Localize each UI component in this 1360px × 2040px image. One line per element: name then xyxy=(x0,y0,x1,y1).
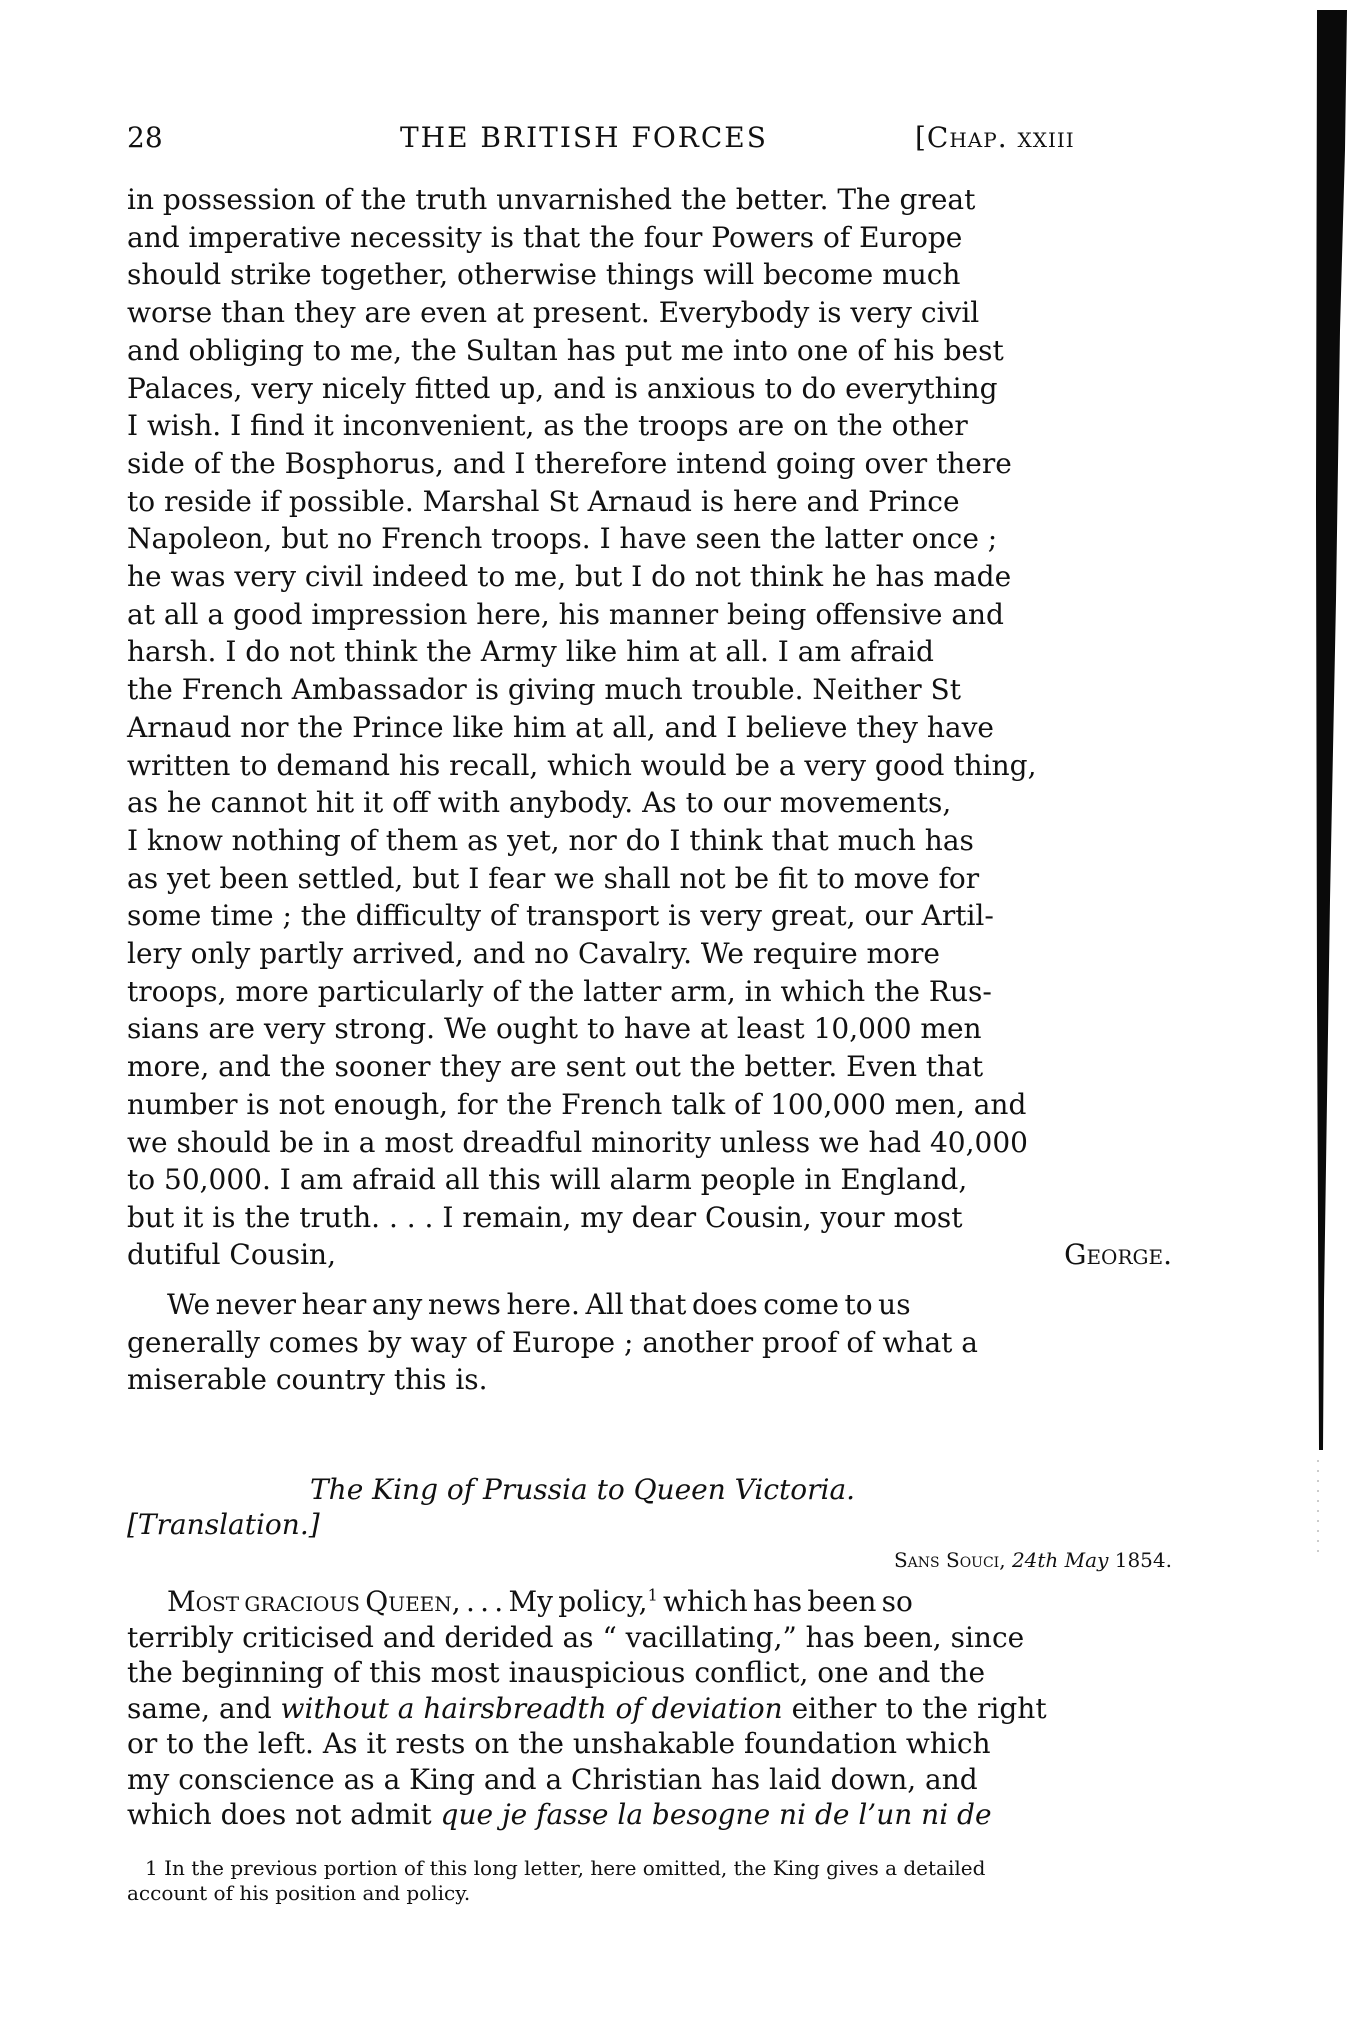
text-line xyxy=(127,1123,1172,1163)
page-number: 28 xyxy=(127,121,163,154)
text-line xyxy=(127,1198,1172,1238)
scan-edge-shadow xyxy=(1300,0,1360,1560)
text-line xyxy=(127,1047,1172,1087)
text-line xyxy=(127,444,1172,484)
text-line xyxy=(127,519,1172,559)
text-segment: I know nothing of them as yet, nor do I think that much has xyxy=(127,823,974,857)
text-line xyxy=(127,1582,1212,1622)
chapter-label: [Chap. xxiii xyxy=(915,121,1075,154)
text-segment: which has been so xyxy=(657,1585,913,1618)
text-segment: some time ; the difficulty of transport is very great, our Artil- xyxy=(127,899,994,933)
text-segment: to reside if possible. Marshal St Arnaud is here and Prince xyxy=(127,484,960,518)
text-segment: more, and the sooner they are sent out the better. Even that xyxy=(127,1050,984,1084)
text-segment: Arnaud nor the Prince like him at all, and I believe they have xyxy=(127,710,994,744)
running-title: THE BRITISH FORCES xyxy=(400,121,768,154)
text-line xyxy=(127,746,1172,786)
text-segment: which does not admit xyxy=(127,1798,441,1831)
text-segment: harsh. I do not think the Army like him at all. I am afraid xyxy=(127,635,934,669)
text-segment: as yet been settled, but I fear we shall not be fit to move for xyxy=(127,861,980,895)
footnote-reference: 1 xyxy=(647,1585,658,1605)
text-line xyxy=(127,1285,1212,1325)
text-segment: written to demand his recall, which would be a very good thing, xyxy=(127,748,1037,782)
footnote-marker: 1 xyxy=(145,1856,158,1880)
text-line xyxy=(127,708,1172,748)
letter-heading: The King of Prussia to Queen Victoria. xyxy=(310,1473,856,1506)
text-segment: or to the left. As it rests on the unshakable foundation which xyxy=(127,1727,991,1760)
closing: dutiful Cousin, xyxy=(127,1238,336,1271)
text-line xyxy=(127,1085,1172,1125)
place: Sans Souci, xyxy=(893,1548,1006,1572)
footnote-line: account of his position and policy. xyxy=(127,1881,471,1905)
text-line xyxy=(127,1795,1172,1835)
text-line xyxy=(127,783,1172,823)
text-line xyxy=(127,1689,1172,1729)
small-caps-text: Most gracious Queen, xyxy=(167,1585,461,1618)
text-segment: and imperative necessity is that the four Powers of Europe xyxy=(127,220,963,254)
text-line xyxy=(127,1360,1172,1400)
signature: George. xyxy=(1064,1238,1172,1271)
text-segment: We never hear any news here. All that does come to us xyxy=(167,1288,911,1321)
text-segment: troops, more particularly of the latter arm, in which the Rus- xyxy=(127,974,992,1008)
text-line xyxy=(127,934,1172,974)
text-line xyxy=(127,896,1172,936)
text-line xyxy=(127,1009,1172,1049)
text-segment: as he cannot hit it off with anybody. As to our movements, xyxy=(127,786,952,820)
footnote-text: In the previous portion of this long letter, here omitted, the King gives a detailed xyxy=(164,1856,986,1880)
text-segment: number is not enough, for the French talk of 100,000 men, and xyxy=(127,1087,1027,1121)
text-line xyxy=(127,293,1172,333)
text-segment: the French Ambassador is giving much trouble. Neither St xyxy=(127,673,961,707)
text-segment: we should be in a most dreadful minority unless we had 40,000 xyxy=(127,1125,1028,1159)
text-segment: terribly criticised and derided as “ vacillating,” has been, since xyxy=(127,1620,1025,1654)
text-segment: worse than they are even at present. Everybody is very civil xyxy=(127,296,980,330)
text-segment: should strike together, otherwise things will become much xyxy=(127,258,961,292)
text-segment: the beginning of this most inauspicious conflict, one and the xyxy=(127,1656,986,1689)
text-line xyxy=(127,180,1172,220)
text-segment: same, and xyxy=(127,1691,281,1725)
text-segment: he was very civil indeed to me, but I do not think he has made xyxy=(127,560,1012,593)
text-segment: but it is the truth. . . . I remain, my dear Cousin, your most xyxy=(127,1200,963,1234)
text-segment: side of the Bosphorus, and I therefore intend going over there xyxy=(127,446,1012,480)
text-segment: . . . My policy, xyxy=(460,1585,648,1618)
dateline xyxy=(894,1540,1172,1580)
text-line xyxy=(127,1724,1172,1764)
text-line xyxy=(127,595,1172,635)
date-day: 24th May xyxy=(1011,1548,1109,1572)
text-line xyxy=(127,1760,1172,1800)
text-line xyxy=(127,821,1172,861)
text-line xyxy=(127,972,1172,1012)
text-segment: lery only partly arrived, and no Cavalry. We require more xyxy=(127,937,940,970)
text-segment: either to the right xyxy=(782,1691,1047,1725)
text-segment: at all a good impression here, his manner being offensive and xyxy=(127,597,1004,631)
text-segment: in possession of the truth unvarnished the better. The great xyxy=(127,183,976,216)
text-segment: I wish. I find it inconvenient, as the troops are on the other xyxy=(127,409,968,443)
text-segment: Palaces, very nicely fitted up, and is anxious to do everything xyxy=(127,371,998,405)
text-line xyxy=(127,255,1172,295)
text-line xyxy=(127,406,1172,446)
text-line xyxy=(127,557,1172,597)
text-line xyxy=(127,331,1172,371)
text-line xyxy=(127,1160,1172,1200)
text-segment: Napoleon, but no French troops. I have seen the latter once ; xyxy=(127,522,998,556)
text-line xyxy=(127,632,1172,672)
text-segment: generally comes by way of Europe ; another proof of what a xyxy=(127,1325,978,1359)
closing-line xyxy=(127,1235,1172,1275)
translation-note: [Translation.] xyxy=(127,1508,320,1541)
date-year: 1854. xyxy=(1114,1548,1172,1572)
text-line xyxy=(127,1323,1172,1363)
footnote-line xyxy=(127,1855,1172,1881)
text-line xyxy=(127,482,1172,522)
text-segment: and obliging to me, the Sultan has put me into one of his best xyxy=(127,333,1004,367)
text-line xyxy=(127,369,1172,409)
italic-text: que je fasse la besogne ni de l’un ni de xyxy=(440,1798,992,1831)
italic-text: without a hairsbreadth of deviation xyxy=(280,1691,783,1725)
text-line xyxy=(127,218,1172,258)
text-line xyxy=(127,670,1172,710)
text-segment: miserable country this is. xyxy=(127,1363,488,1397)
text-line xyxy=(127,1653,1172,1693)
text-line xyxy=(127,1618,1172,1658)
text-line xyxy=(127,859,1172,899)
text-segment: sians are very strong. We ought to have at least 10,000 men xyxy=(127,1012,982,1046)
text-segment: my conscience as a King and a Christian has laid down, and xyxy=(127,1762,978,1796)
text-segment: to 50,000. I am afraid all this will alarm people in England, xyxy=(127,1163,968,1197)
